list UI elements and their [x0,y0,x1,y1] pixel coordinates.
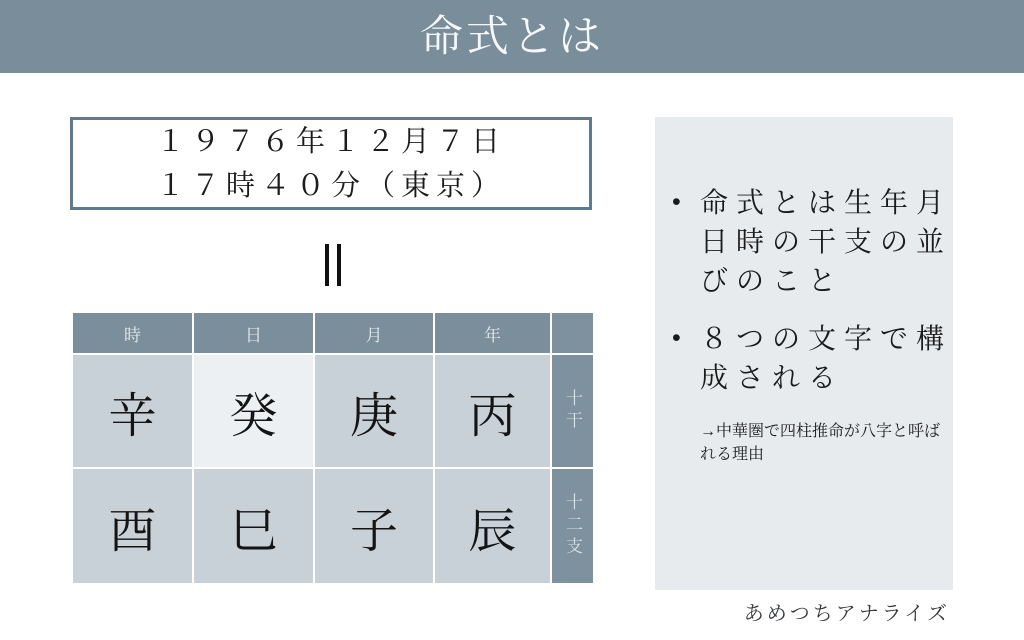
stem-cell-day: 癸 [194,355,313,467]
birth-date-box [70,117,592,210]
column-header-year: 年 [435,313,550,353]
stem-cell-month: 庚 [315,355,433,467]
double-bar-equals-icon [73,240,593,290]
branch-cell-year: 辰 [435,469,550,583]
stem-cell-year: 丙 [435,355,550,467]
label-column-header-empty [552,313,593,353]
note-text-2: ８つの文字で構成される [700,323,953,393]
branch-cell-month: 子 [315,469,433,583]
sub-indent-spacer [672,418,700,464]
birth-time-line2: １７時４０分（東京） [155,169,506,202]
title-bar [0,0,1024,73]
four-pillars-table [73,313,593,583]
column-header-day: 日 [194,313,313,353]
note-sub [672,418,953,464]
birth-date-line1: １９７６年１２月７日 [155,125,506,158]
note-text-1: 命式とは生年月日時の干支の並びのこと [700,187,953,296]
page-title: 命式とは [420,13,604,61]
branch-cell-hour: 酉 [73,469,192,583]
column-header-hour: 時 [73,313,192,353]
note-sub-text: →中華圏で四柱推命が八字と呼ばれる理由 [700,423,941,463]
footer-credit: あめつちアナライズ [743,603,950,625]
note-bullet-2 [672,319,953,397]
equals-bar-right [337,244,341,286]
branch-cell-day: 巳 [194,469,313,583]
stem-row-label: 十干 [552,355,593,467]
bullet-marker: • [672,188,681,216]
notes-panel [655,117,953,590]
equals-bar-left [325,244,329,286]
note-bullet-1 [672,183,953,300]
branch-row-label: 十二支 [552,469,593,583]
bullet-marker: • [672,324,681,352]
column-header-month: 月 [315,313,433,353]
stem-cell-hour: 辛 [73,355,192,467]
